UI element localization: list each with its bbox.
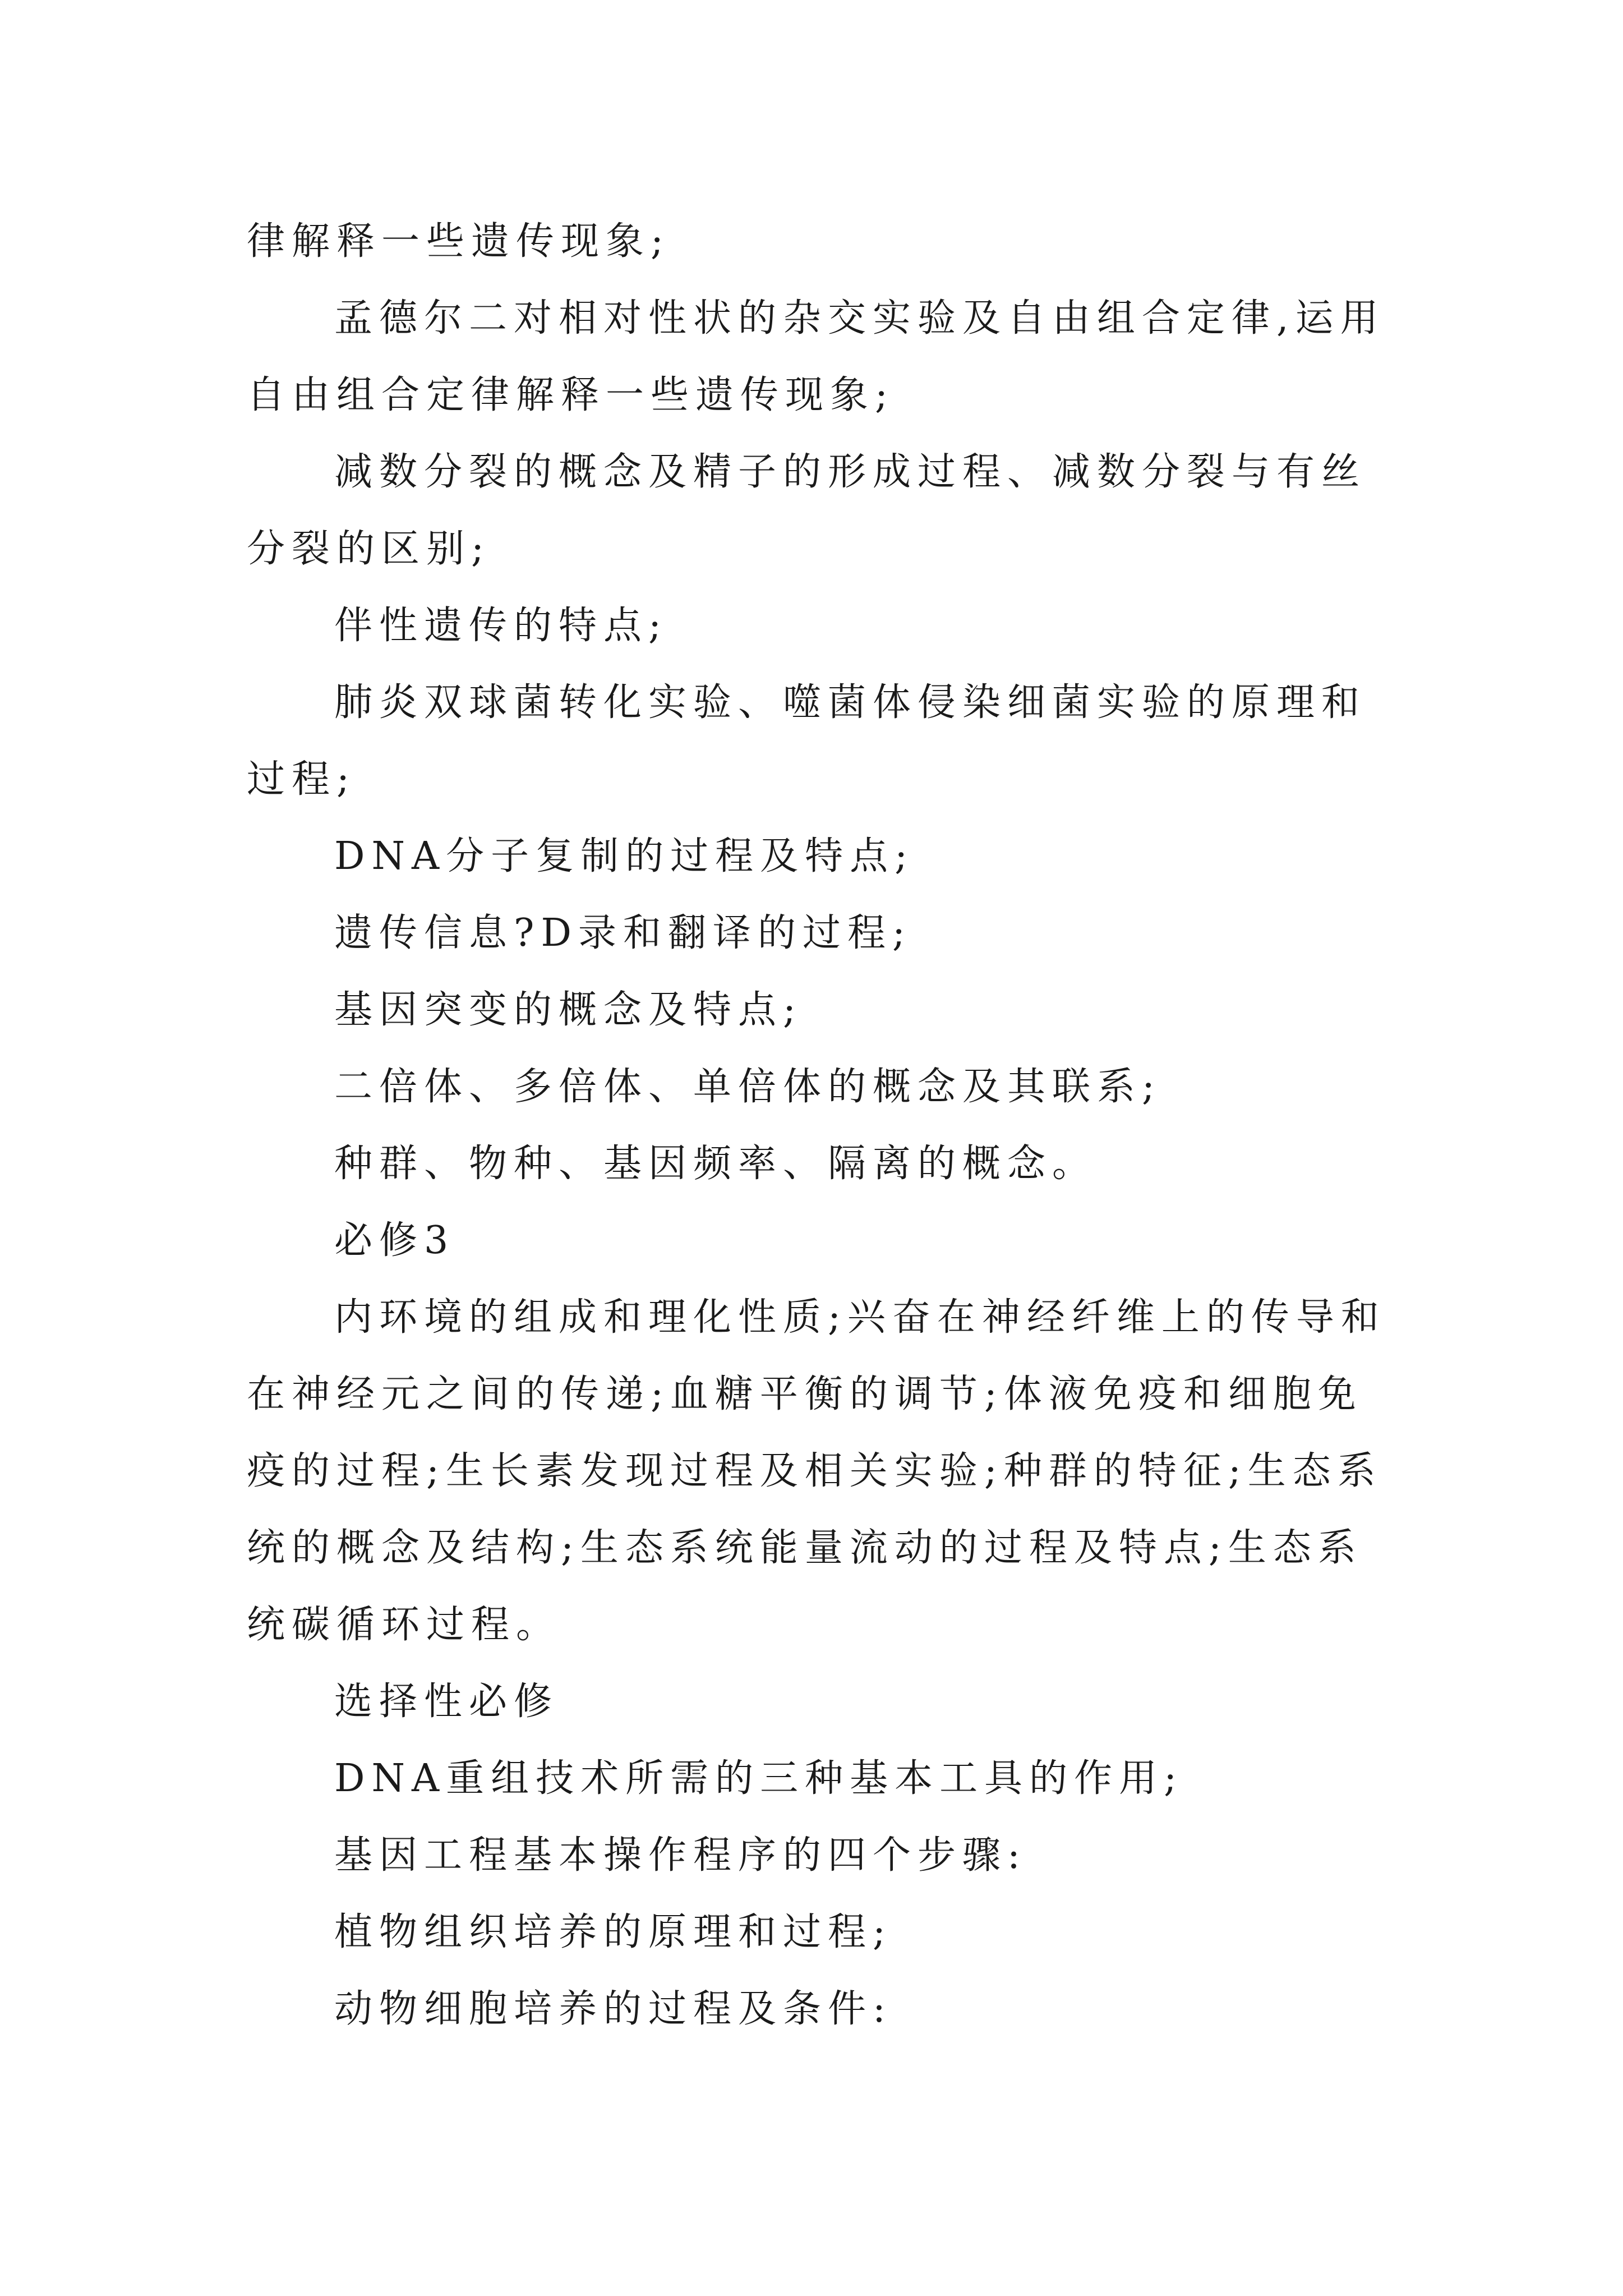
paragraph-5: 肺炎双球菌转化实验、噬菌体侵染细菌实验的原理和过程; (247, 680, 1367, 802)
section-heading-required-3: 必修3 (334, 1218, 455, 1263)
section-heading-elective: 选择性必修 (334, 1680, 559, 1724)
paragraph-17: 动物细胞培养的过程及条件: (334, 1987, 892, 2031)
paragraph-15: 基因工程基本操作程序的四个步骤: (334, 1833, 1027, 1878)
paragraph-16: 植物组织培养的原理和过程; (334, 1910, 892, 1954)
paragraph-10: 种群、物种、基因频率、隔离的概念。 (334, 1142, 1098, 1186)
paragraph-2: 孟德尔二对相对性状的杂交实验及自由组合定律,运用自由组合定律解释一些遗传现象; (247, 296, 1385, 417)
paragraph-7: 遗传信息?D录和翻译的过程; (334, 911, 912, 955)
paragraph-3: 减数分裂的概念及精子的形成过程、减数分裂与有丝分裂的区别; (247, 450, 1367, 571)
paragraph-12: 内环境的组成和理化性质;兴奋在神经纤维上的传导和在神经元之间的传递;血糖平衡的调节;体液免疫和细胞免疫的过程;生长素发现过程及相关实验;种群的特征;生态系统的概念及结构;生态系统能量流动的过程及特点;生态系统碳循环过程。 (247, 1295, 1386, 1647)
paragraph-1: 律解释一些遗传现象; (247, 219, 670, 264)
paragraph-4: 伴性遗传的特点; (334, 604, 668, 648)
paragraph-14: DNA重组技术所需的三种基本工具的作用; (334, 1756, 1184, 1801)
document-body (247, 203, 1391, 2047)
paragraph-9: 二倍体、多倍体、单倍体的概念及其联系; (334, 1065, 1161, 1109)
paragraph-8: 基因突变的概念及特点; (334, 988, 803, 1032)
paragraph-6: DNA分子复制的过程及特点; (334, 834, 915, 878)
